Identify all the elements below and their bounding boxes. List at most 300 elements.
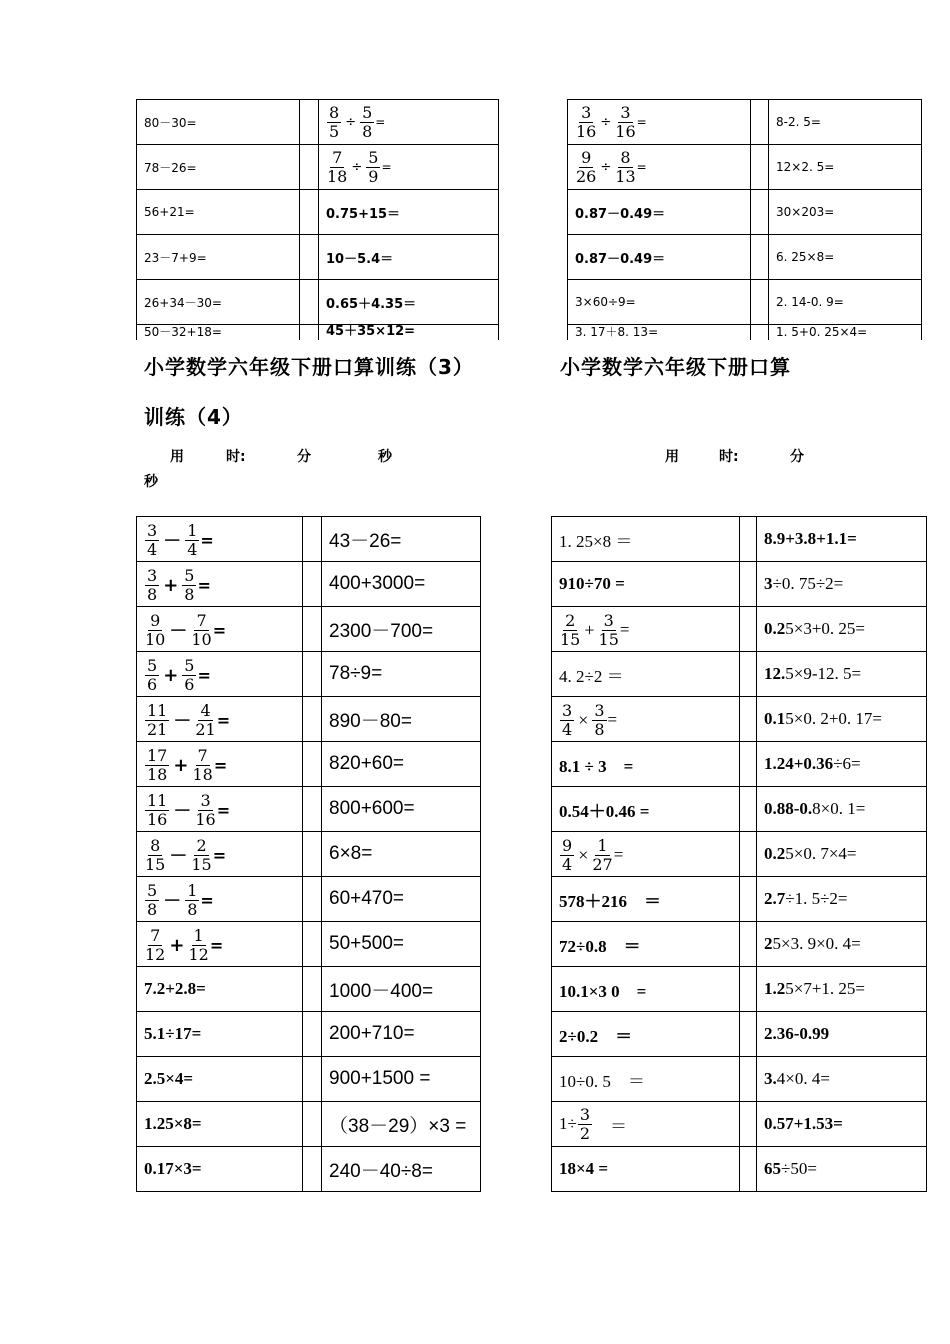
problem-b-denominator: 8: [187, 899, 198, 919]
answer-cell[interactable]: [769, 145, 922, 190]
problem-b-denominator: 15: [191, 854, 212, 874]
problem-text: 78－26=: [144, 160, 197, 175]
problem-a-denominator: 16: [147, 809, 168, 829]
answer-cell[interactable]: [319, 145, 499, 190]
problem-b-fraction: [592, 835, 613, 874]
middle-gap: [481, 922, 552, 967]
problem-b-fraction: [191, 835, 212, 874]
problem-a-denominator: 26: [576, 166, 597, 186]
problem-b-denominator: 10: [191, 629, 212, 649]
answer-cell[interactable]: [568, 325, 751, 341]
problem-operator: +: [169, 934, 185, 956]
answer-cell[interactable]: [568, 145, 751, 190]
table-row: [137, 967, 927, 1012]
middle-gap: [481, 607, 552, 652]
answer-cell[interactable]: [568, 235, 751, 280]
table-row: [137, 1012, 927, 1057]
problem-expression: [326, 147, 392, 186]
problem-bold-part: 0.88-0.: [764, 799, 813, 818]
spacer-cell: [303, 562, 322, 607]
answer-cell[interactable]: [137, 517, 303, 562]
answer-cell[interactable]: [757, 562, 927, 607]
answer-cell[interactable]: [568, 280, 751, 325]
problem-bold-part: 2.36-0.99: [764, 1024, 830, 1043]
problem-equals: =: [381, 160, 392, 174]
problem-b-denominator: 8: [362, 121, 373, 141]
problem-expression: [764, 799, 865, 818]
problem-text: 78÷9=: [329, 663, 383, 684]
problem-text: 56+21=: [144, 205, 195, 219]
table-row: [137, 652, 927, 697]
problem-a-fraction: [327, 102, 341, 141]
middle-gap: [499, 100, 568, 145]
answer-cell[interactable]: [137, 967, 303, 1012]
spacer-cell: [303, 787, 322, 832]
problem-operator: ×: [578, 709, 589, 730]
problem-a-fraction: [145, 925, 166, 964]
problem-bold-part: 12.: [764, 664, 786, 683]
problem-equals: =: [613, 845, 624, 864]
problem-b-fraction: [192, 745, 213, 784]
problem-expression: [764, 709, 882, 728]
problem-a-numerator: 7: [332, 147, 343, 167]
problem-equals: =: [375, 115, 386, 129]
problem-text: 800+600=: [329, 798, 415, 819]
answer-cell[interactable]: [552, 652, 740, 697]
spacer-cell: [751, 100, 769, 145]
table-row: [137, 190, 922, 235]
problem-b-denominator: 8: [594, 719, 605, 739]
answer-cell[interactable]: [552, 877, 740, 922]
problem-b-fraction: [182, 655, 196, 694]
spacer-cell: [740, 922, 757, 967]
answer-cell[interactable]: [757, 1147, 927, 1192]
spacer-cell: [740, 517, 757, 562]
answer-cell[interactable]: [757, 742, 927, 787]
problem-b-numerator: 3: [579, 1104, 591, 1124]
answer-cell[interactable]: [322, 877, 481, 922]
table-row: [137, 742, 927, 787]
problem-rest-part: 5×3+0. 25=: [785, 619, 866, 638]
problem-text: 910÷70 =: [559, 574, 625, 593]
answer-cell[interactable]: [322, 562, 481, 607]
problem-expression: [764, 529, 857, 548]
worksheet-title-4-wrap: 训练（4）: [144, 405, 243, 429]
spacer-cell: [740, 1102, 757, 1147]
problem-text: 0.75+15＝: [326, 206, 401, 222]
problem-expression: [575, 102, 647, 141]
problem-b-numerator: 3: [603, 610, 614, 630]
answer-cell[interactable]: [757, 652, 927, 697]
problem-a-fraction: [145, 835, 166, 874]
problem-b-denominator: 27: [592, 854, 613, 874]
answer-cell[interactable]: [769, 280, 922, 325]
problem-text: 578＋216 ＝: [559, 891, 661, 911]
answer-cell[interactable]: [757, 1057, 927, 1102]
answer-cell[interactable]: [552, 1012, 740, 1057]
problem-operator: －: [173, 801, 192, 822]
answer-cell[interactable]: [137, 607, 303, 652]
spacer-cell: [300, 235, 319, 280]
problem-equals: =: [197, 665, 211, 685]
problem-a-denominator: 15: [145, 854, 166, 874]
problem-a-fraction: [145, 880, 159, 919]
answer-cell[interactable]: [322, 742, 481, 787]
answer-cell[interactable]: [552, 787, 740, 832]
problem-text: 820+60=: [329, 753, 405, 774]
spacer-cell: [303, 877, 322, 922]
middle-gap: [499, 325, 568, 341]
problem-rest-part: ÷50=: [781, 1159, 817, 1178]
answer-cell[interactable]: [322, 922, 481, 967]
answer-cell[interactable]: [137, 280, 300, 325]
problem-rest-part: 4×0. 4=: [776, 1069, 830, 1088]
problem-expression: [764, 1024, 829, 1043]
problem-a-numerator: 9: [562, 835, 573, 855]
table-row: [137, 562, 927, 607]
problem-b-numerator: 7: [196, 610, 207, 630]
problem-a-numerator: 2: [565, 610, 576, 630]
problem-b-numerator: 3: [200, 790, 211, 810]
problem-text: 23－7+9=: [144, 250, 207, 265]
problem-text: 0.87－0.49＝: [575, 251, 666, 267]
problem-equals: =: [209, 935, 224, 955]
answer-cell[interactable]: [137, 1057, 303, 1102]
problem-operator: +: [584, 619, 595, 640]
problem-bold-part: 65: [764, 1159, 781, 1178]
problem-text: 2. 14-0. 9=: [776, 295, 844, 309]
problem-text: 26+34－30=: [144, 295, 222, 310]
spacer-cell: [303, 1102, 322, 1147]
problem-b-numerator: 7: [197, 745, 208, 765]
answer-cell[interactable]: [757, 697, 927, 742]
middle-gap: [481, 562, 552, 607]
answer-cell[interactable]: [137, 235, 300, 280]
answer-cell[interactable]: [552, 1057, 740, 1102]
problem-bold-part: 3: [764, 574, 773, 593]
answer-cell[interactable]: [757, 877, 927, 922]
problem-b-denominator: 16: [615, 121, 636, 141]
problem-b-denominator: 9: [368, 166, 379, 186]
problem-b-fraction: [195, 700, 216, 739]
answer-cell[interactable]: [137, 1147, 303, 1192]
problem-operator: ×: [578, 844, 589, 865]
spacer-cell: [300, 280, 319, 325]
middle-gap: [481, 697, 552, 742]
spacer-cell: [740, 652, 757, 697]
problem-rest-part: 5×9-12. 5=: [785, 664, 862, 683]
problem-b-numerator: 5: [184, 565, 195, 585]
problem-b-numerator: 1: [187, 880, 198, 900]
answer-cell[interactable]: [137, 190, 300, 235]
answer-cell[interactable]: [322, 967, 481, 1012]
problem-text: 0.87－0.49＝: [575, 206, 666, 222]
answer-cell[interactable]: [322, 1147, 481, 1192]
problem-equals: ＝: [593, 1116, 628, 1136]
middle-gap: [481, 832, 552, 877]
problem-expression: [144, 565, 211, 604]
problem-b-fraction: [578, 1104, 592, 1143]
answer-cell[interactable]: [757, 1012, 927, 1057]
problem-text: 4. 2÷2 ＝: [559, 666, 624, 686]
problem-b-fraction: [182, 565, 196, 604]
spacer-cell: [751, 325, 769, 341]
problem-a-denominator: 18: [147, 764, 168, 784]
answer-cell[interactable]: [137, 325, 300, 341]
spacer-cell: [740, 967, 757, 1012]
answer-cell[interactable]: [322, 1057, 481, 1102]
problem-text: 60+470=: [329, 888, 405, 909]
problem-operator: ÷: [600, 159, 612, 175]
answer-cell[interactable]: [769, 235, 922, 280]
spacer-cell: [751, 235, 769, 280]
problem-expression: [764, 979, 865, 998]
answer-cell[interactable]: [322, 517, 481, 562]
table-row: [137, 832, 927, 877]
answer-cell[interactable]: [757, 517, 927, 562]
problem-rest-part: 5×0. 2+0. 17=: [785, 709, 883, 728]
problem-text: 1. 25×8 ＝: [559, 531, 633, 551]
answer-cell[interactable]: [322, 832, 481, 877]
answer-cell[interactable]: [322, 787, 481, 832]
answer-cell[interactable]: [552, 967, 740, 1012]
problem-operator: +: [163, 574, 179, 596]
answer-cell[interactable]: [137, 697, 303, 742]
answer-cell[interactable]: [322, 1012, 481, 1057]
answer-cell[interactable]: [137, 832, 303, 877]
problem-operator: ÷: [345, 114, 357, 130]
problem-text: 400+3000=: [329, 573, 426, 594]
spacer-cell: [751, 280, 769, 325]
answer-cell[interactable]: [137, 742, 303, 787]
middle-gap: [481, 1057, 552, 1102]
answer-cell[interactable]: [552, 697, 740, 742]
spacer-cell: [740, 1012, 757, 1057]
problem-expression: [559, 700, 618, 739]
answer-cell[interactable]: [757, 832, 927, 877]
spacer-cell: [740, 607, 757, 652]
problem-equals: =: [197, 575, 211, 595]
problem-expression: [764, 1114, 843, 1133]
problem-a-denominator: 5: [329, 121, 340, 141]
problem-a-denominator: 6: [147, 674, 158, 694]
problem-b-fraction: [188, 925, 209, 964]
worksheet-title-3: 小学数学六年级下册口算训练（3）: [144, 355, 474, 379]
answer-cell[interactable]: [757, 967, 927, 1012]
problem-b-denominator: 12: [188, 944, 209, 964]
problem-a-fraction: [576, 102, 597, 141]
answer-cell[interactable]: [568, 100, 751, 145]
problem-expression: [764, 1069, 830, 1088]
timer-right-miao: 秒: [144, 474, 158, 490]
problem-a-numerator: 11: [147, 700, 168, 720]
problem-text: 200+710=: [329, 1023, 415, 1044]
timer-left-fen: 分: [297, 449, 311, 465]
spacer-cell: [303, 607, 322, 652]
answer-cell[interactable]: [552, 832, 740, 877]
problem-expression: [144, 880, 214, 919]
answer-cell[interactable]: [137, 652, 303, 697]
answer-cell[interactable]: [757, 1102, 927, 1147]
problem-text: 6×8=: [329, 843, 373, 864]
problem-bold-part: 3.: [764, 1069, 777, 1088]
answer-cell[interactable]: [552, 517, 740, 562]
problem-a-numerator: 3: [147, 565, 158, 585]
table-row: [137, 922, 927, 967]
spacer-cell: [303, 652, 322, 697]
problem-a-fraction: [560, 610, 581, 649]
problem-text: 18×4 =: [559, 1159, 609, 1178]
answer-cell[interactable]: [137, 145, 300, 190]
problem-a-denominator: 4: [562, 854, 573, 874]
problem-expression: [764, 754, 861, 773]
problem-text: 43－26=: [329, 530, 402, 552]
problem-text: 8.1 ÷ 3 =: [559, 756, 634, 776]
middle-gap: [481, 742, 552, 787]
answer-cell[interactable]: [552, 1147, 740, 1192]
problem-expression: [144, 925, 224, 964]
problem-b-fraction: [366, 147, 380, 186]
answer-cell[interactable]: [137, 787, 303, 832]
answer-cell[interactable]: [319, 100, 499, 145]
problem-a-denominator: 21: [147, 719, 168, 739]
problem-text: 1.25×8=: [144, 1114, 202, 1133]
answer-cell[interactable]: [769, 325, 922, 341]
table-row: [137, 1147, 927, 1192]
spacer-cell: [300, 325, 319, 341]
spacer-cell: [303, 517, 322, 562]
problem-text: 0.17×3=: [144, 1159, 202, 1178]
answer-cell[interactable]: [769, 190, 922, 235]
problem-a-numerator: 3: [147, 520, 158, 540]
problem-operator: +: [163, 664, 179, 686]
problem-a-numerator: 5: [147, 880, 158, 900]
timer-right-shi: 时:: [719, 449, 739, 465]
answer-cell[interactable]: [552, 1102, 740, 1147]
middle-gap: [481, 877, 552, 922]
answer-cell[interactable]: [319, 235, 499, 280]
problem-a-numerator: 3: [562, 700, 573, 720]
problem-b-denominator: 6: [184, 674, 195, 694]
problem-b-numerator: 5: [362, 102, 373, 122]
problem-text: 2÷0.2 ＝: [559, 1026, 633, 1046]
problem-expression: [764, 619, 865, 638]
spacer-cell: [740, 742, 757, 787]
answer-cell[interactable]: [137, 877, 303, 922]
bottom-worksheet-table: [136, 516, 927, 1192]
problem-text: 50－32+18=: [144, 325, 222, 339]
problem-b-fraction: [185, 880, 199, 919]
problem-bold-part: 2.7: [764, 889, 786, 908]
answer-cell[interactable]: [319, 325, 499, 341]
table-row: [137, 517, 927, 562]
problem-expression: [559, 1104, 628, 1143]
table-row: [137, 607, 927, 652]
spacer-cell: [303, 967, 322, 1012]
answer-cell[interactable]: [568, 190, 751, 235]
answer-cell[interactable]: [757, 607, 927, 652]
middle-gap: [499, 145, 568, 190]
problem-rest-part: 8×0. 1=: [812, 799, 866, 818]
problem-a-fraction: [560, 700, 574, 739]
answer-cell[interactable]: [552, 742, 740, 787]
problem-b-fraction: [615, 147, 636, 186]
table-row: [137, 280, 922, 325]
problem-a-numerator: 11: [147, 790, 168, 810]
answer-cell[interactable]: [757, 787, 927, 832]
problem-operator: ÷: [351, 159, 363, 175]
table-row: [137, 877, 927, 922]
answer-cell[interactable]: [322, 697, 481, 742]
problem-b-numerator: 1: [193, 925, 204, 945]
spacer-cell: [303, 922, 322, 967]
problem-operator: －: [173, 711, 192, 732]
spacer-cell: [303, 742, 322, 787]
answer-cell[interactable]: [757, 922, 927, 967]
problem-a-fraction: [145, 610, 166, 649]
answer-cell[interactable]: [322, 607, 481, 652]
answer-cell[interactable]: [322, 1102, 481, 1147]
problem-b-numerator: 2: [196, 835, 207, 855]
problem-operator: －: [163, 531, 182, 552]
problem-rest-part: ÷6=: [833, 754, 861, 773]
timer-left-yong: 用: [170, 449, 184, 465]
middle-gap: [499, 190, 568, 235]
answer-cell[interactable]: [137, 100, 300, 145]
problem-equals: =: [212, 845, 227, 865]
middle-gap: [499, 280, 568, 325]
answer-cell[interactable]: [552, 607, 740, 652]
spacer-cell: [751, 145, 769, 190]
problem-b-fraction: [592, 700, 606, 739]
answer-cell[interactable]: [137, 1102, 303, 1147]
problem-b-numerator: 5: [184, 655, 195, 675]
problem-bold-part: 0.1: [764, 709, 786, 728]
answer-cell[interactable]: [137, 562, 303, 607]
problem-a-fraction: [145, 745, 169, 784]
middle-gap: [481, 1147, 552, 1192]
spacer-cell: [300, 145, 319, 190]
answer-cell[interactable]: [552, 922, 740, 967]
answer-cell[interactable]: [769, 100, 922, 145]
answer-cell[interactable]: [322, 652, 481, 697]
problem-b-fraction: [191, 610, 212, 649]
table-row: [137, 235, 922, 280]
answer-cell[interactable]: [319, 190, 499, 235]
spacer-cell: [300, 100, 319, 145]
answer-cell[interactable]: [137, 1012, 303, 1057]
problem-rest-part: 5×0. 7×4=: [785, 844, 857, 863]
problem-equals: =: [607, 710, 618, 729]
table-row: [137, 145, 922, 190]
problem-a-denominator: 8: [147, 584, 158, 604]
middle-gap: [481, 787, 552, 832]
problem-b-fraction: [195, 790, 216, 829]
problem-equals: =: [216, 800, 231, 820]
table-row: [137, 1102, 927, 1147]
middle-gap: [481, 517, 552, 562]
answer-cell[interactable]: [137, 922, 303, 967]
middle-gap: [481, 652, 552, 697]
problem-b-denominator: 4: [187, 539, 198, 559]
answer-cell[interactable]: [552, 562, 740, 607]
answer-cell[interactable]: [319, 280, 499, 325]
problem-a-numerator: 5: [147, 655, 158, 675]
problem-operator: －: [169, 621, 188, 642]
problem-text: 0.65＋4.35＝: [326, 296, 417, 312]
problem-text: 5.1÷17=: [144, 1024, 202, 1043]
problem-a-numerator: 17: [147, 745, 168, 765]
